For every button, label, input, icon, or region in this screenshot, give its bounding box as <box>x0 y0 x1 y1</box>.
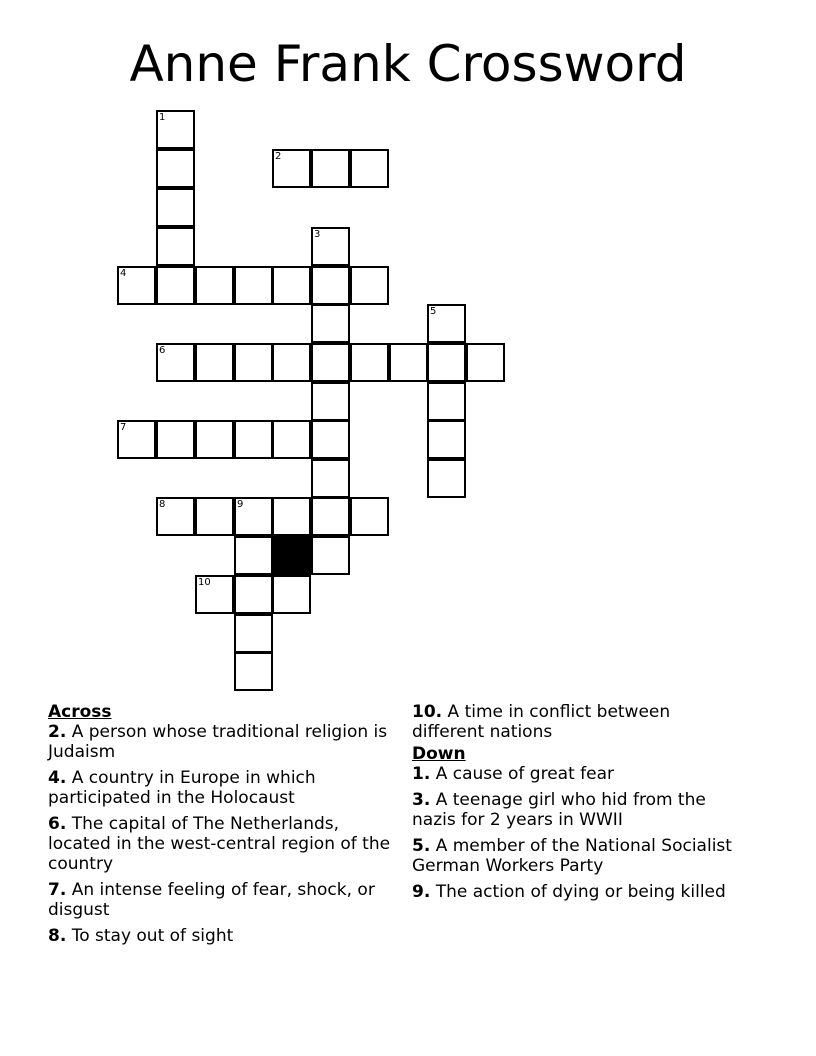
clue-across-4: 4. A country in Europe in which participated in the Holocaust <box>48 768 316 808</box>
grid-cell[interactable] <box>156 149 195 188</box>
grid-cell[interactable] <box>427 459 466 498</box>
grid-cell[interactable] <box>195 420 234 459</box>
across-heading: Across <box>48 702 112 722</box>
grid-cell[interactable] <box>156 188 195 227</box>
clue-down-3: 3. A teenage girl who hid from the nazis for 2 years in WWII <box>412 790 706 830</box>
clue-down-9: 9. The action of dying or being killed <box>412 882 726 902</box>
grid-cell[interactable] <box>350 266 389 305</box>
grid-cell[interactable] <box>272 266 311 305</box>
grid-cell[interactable] <box>156 497 195 536</box>
grid-cell[interactable] <box>195 575 234 614</box>
grid-cell[interactable] <box>234 266 273 305</box>
grid-cell[interactable] <box>156 227 195 266</box>
grid-cell[interactable] <box>466 343 505 382</box>
grid-cell[interactable] <box>272 420 311 459</box>
cell-number: 1 <box>159 112 166 123</box>
grid-cell[interactable] <box>234 497 273 536</box>
grid-cell[interactable] <box>234 652 273 691</box>
clue-down-1: 1. A cause of great fear <box>412 764 614 784</box>
cell-number: 5 <box>430 306 437 317</box>
clues-left-column <box>48 702 393 952</box>
grid-cell[interactable] <box>427 343 466 382</box>
down-heading: Down <box>412 744 466 764</box>
grid-cell[interactable] <box>427 304 466 343</box>
cell-number: 9 <box>237 499 244 510</box>
grid-cell[interactable] <box>311 382 350 421</box>
cell-number: 2 <box>275 151 282 162</box>
grid-cell[interactable] <box>427 382 466 421</box>
grid-cell[interactable] <box>311 459 350 498</box>
clues-right-column <box>412 702 742 908</box>
blocked-cell <box>272 536 311 575</box>
grid-cell[interactable] <box>156 110 195 149</box>
grid-cell[interactable] <box>311 497 350 536</box>
grid-cell[interactable] <box>311 536 350 575</box>
grid-cell[interactable] <box>234 420 273 459</box>
grid-cell[interactable] <box>311 227 350 266</box>
cell-number: 3 <box>314 229 321 240</box>
cell-number: 8 <box>159 499 166 510</box>
grid-cell[interactable] <box>350 497 389 536</box>
clue-across-7: 7. An intense feeling of fear, shock, or disgust <box>48 880 375 920</box>
grid-cell[interactable] <box>234 575 273 614</box>
clue-down-5: 5. A member of the National Socialist German Workers Party <box>412 836 732 876</box>
grid-cell[interactable] <box>350 343 389 382</box>
cell-number: 6 <box>159 345 166 356</box>
grid-cell[interactable] <box>311 420 350 459</box>
grid-cell[interactable] <box>234 343 273 382</box>
grid-cell[interactable] <box>272 575 311 614</box>
grid-cell[interactable] <box>311 343 350 382</box>
grid-cell[interactable] <box>427 420 466 459</box>
grid-cell[interactable] <box>195 343 234 382</box>
page-title: Anne Frank Crossword <box>129 35 687 93</box>
grid-cell[interactable] <box>234 536 273 575</box>
grid-cell[interactable] <box>195 266 234 305</box>
grid-cell[interactable] <box>311 149 350 188</box>
grid-cell[interactable] <box>272 149 311 188</box>
grid-cell[interactable] <box>156 343 195 382</box>
clue-across-8: 8. To stay out of sight <box>48 926 234 946</box>
cell-number: 10 <box>198 577 211 588</box>
clue-across-2: 2. A person whose traditional religion is Judaism <box>48 722 388 762</box>
cell-number: 7 <box>120 422 127 433</box>
cell-number: 4 <box>120 268 127 279</box>
grid-cell[interactable] <box>389 343 428 382</box>
grid-cell[interactable] <box>117 420 156 459</box>
grid-cell[interactable] <box>272 343 311 382</box>
grid-cell[interactable] <box>117 266 156 305</box>
grid-cell[interactable] <box>272 497 311 536</box>
clue-across-10: 10. A time in conflict between different nations <box>412 702 671 742</box>
grid-cell[interactable] <box>311 266 350 305</box>
grid-cell[interactable] <box>156 266 195 305</box>
grid-cell[interactable] <box>234 614 273 653</box>
grid-cell[interactable] <box>195 497 234 536</box>
grid-cell[interactable] <box>311 304 350 343</box>
clue-across-6: 6. The capital of The Netherlands, located in the west-central region of the country <box>48 814 391 874</box>
grid-cell[interactable] <box>156 420 195 459</box>
grid-cell[interactable] <box>350 149 389 188</box>
